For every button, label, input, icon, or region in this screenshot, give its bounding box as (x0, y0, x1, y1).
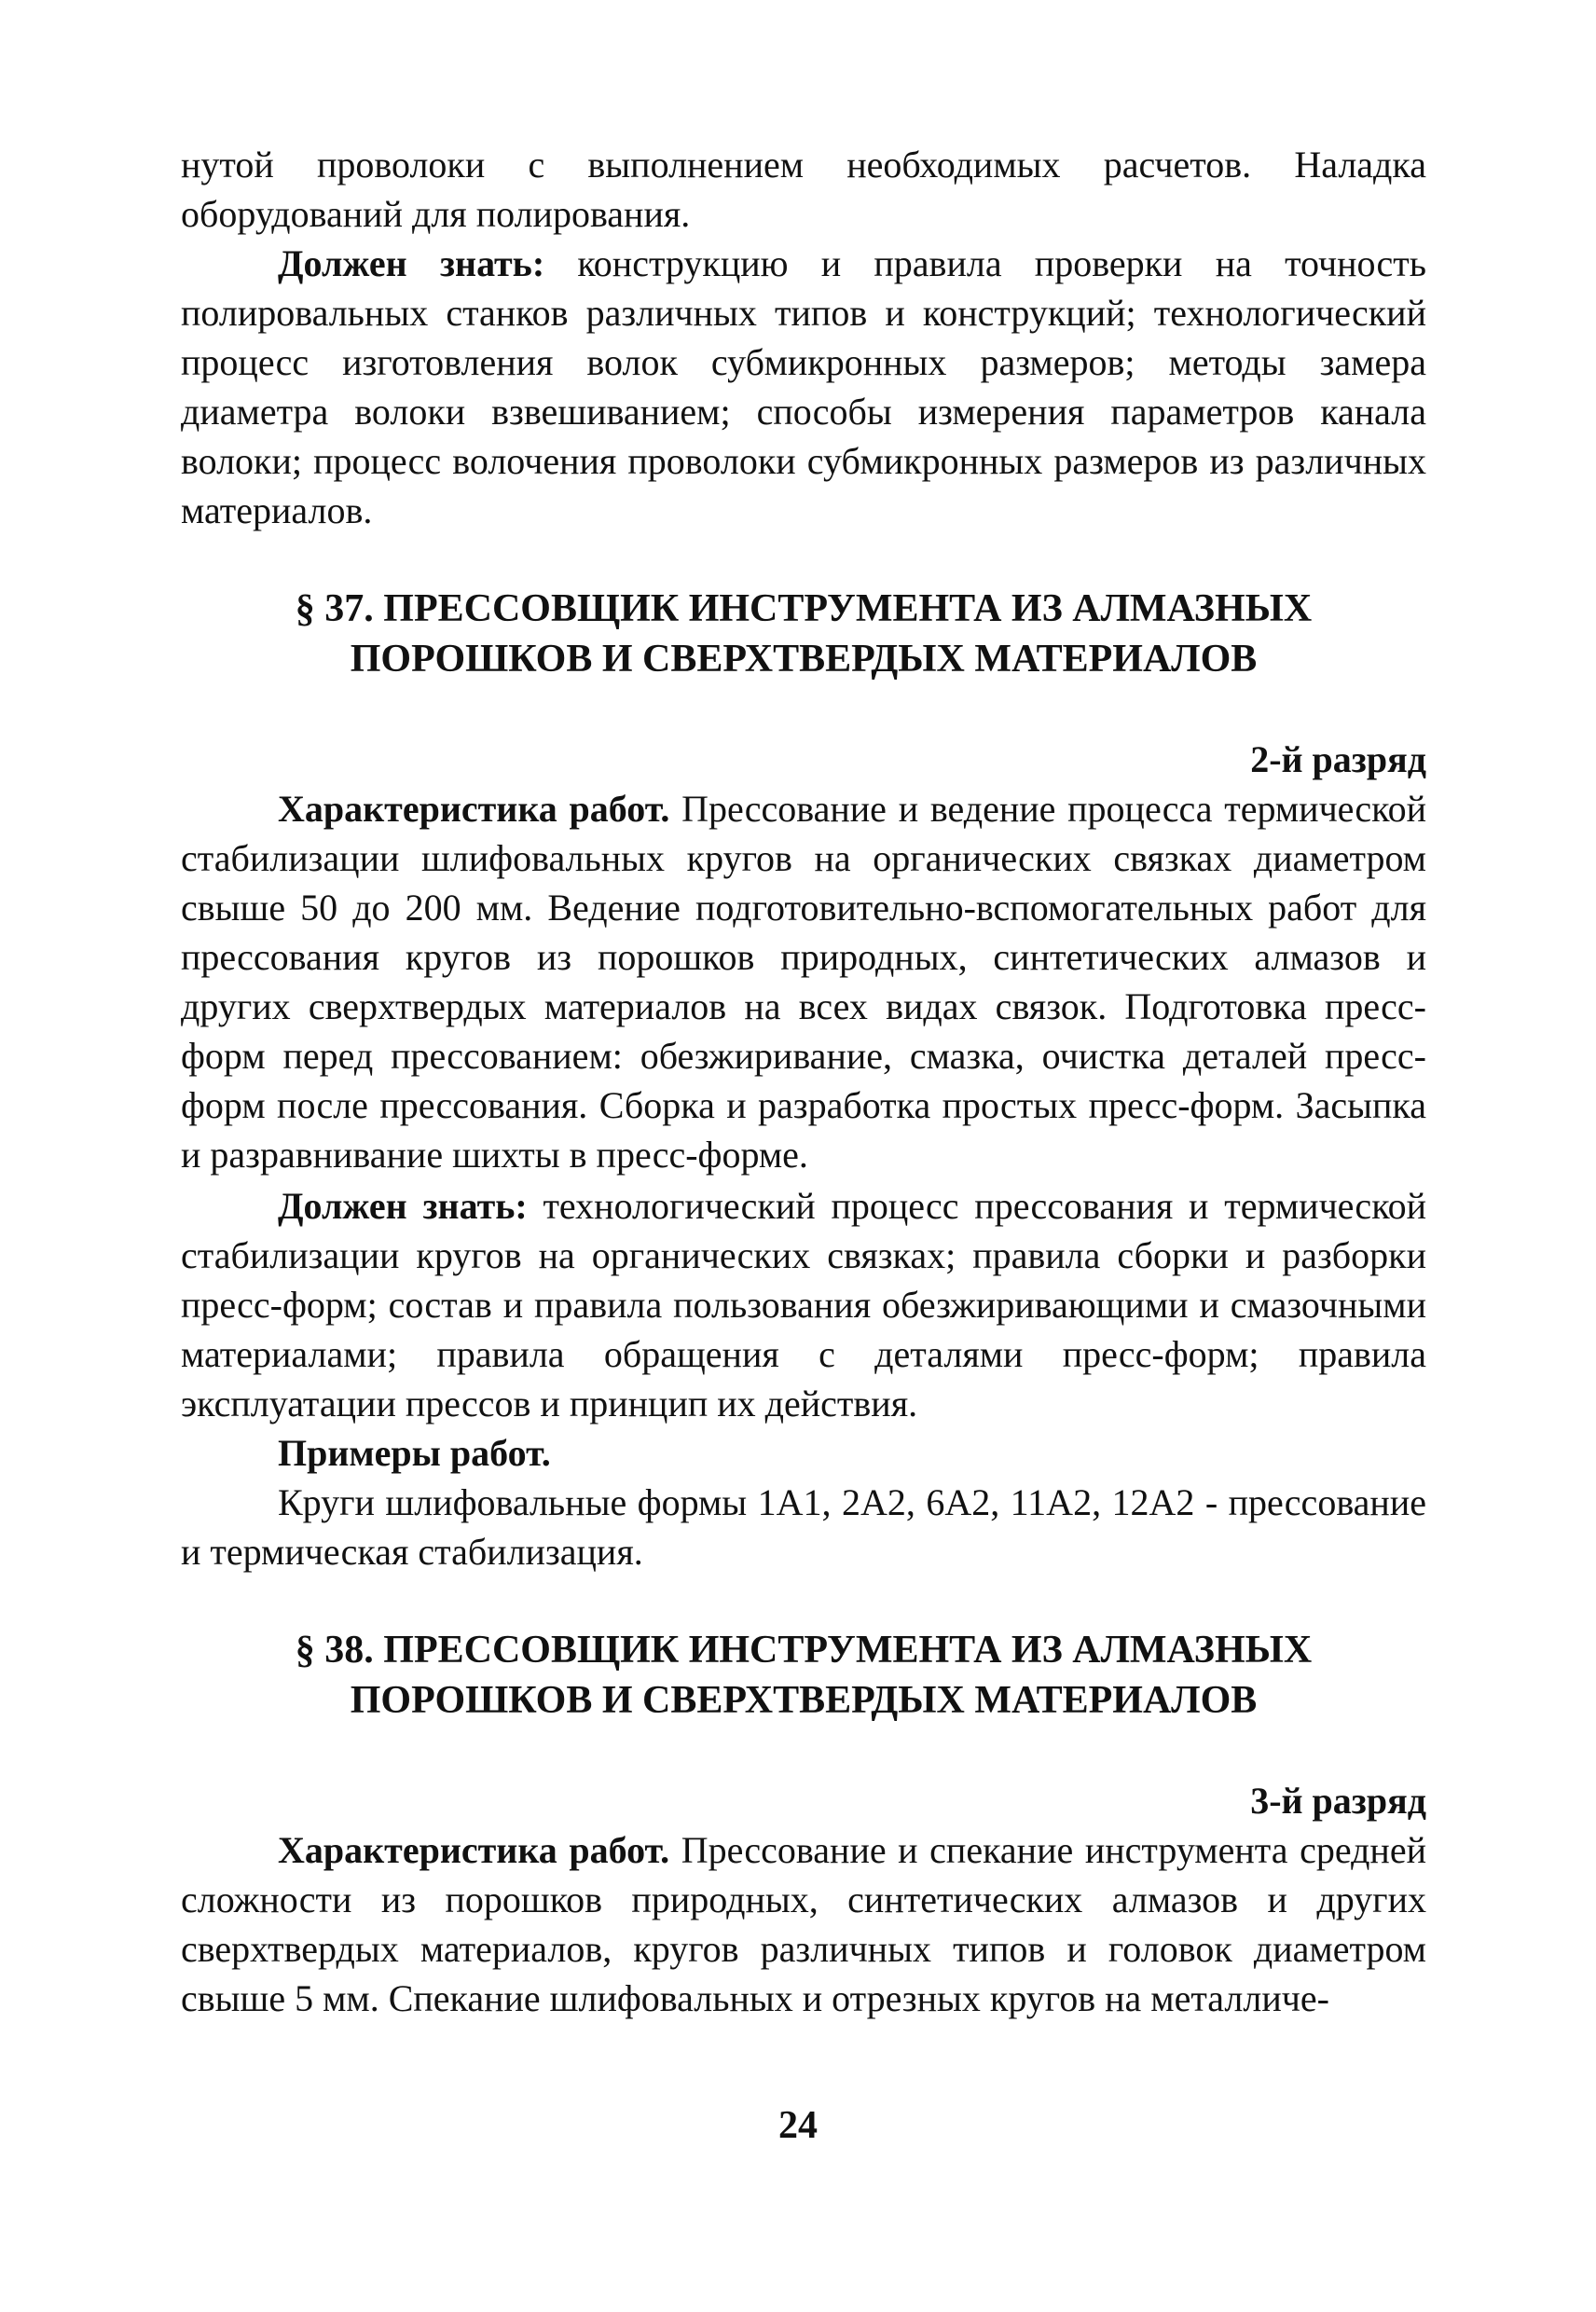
continuation-text: нутой проволоки с выполнением необходимых расчетов. Наладка оборудований для полирования. (181, 144, 1426, 235)
section-37 (181, 584, 1426, 1576)
characteristics-lead: Характеристика работ. (278, 788, 670, 830)
characteristics-text: Прессование и спекание инструмента средней сложности из порошков природных, синтетических алмазов и других сверхтвердых материалов, кругов различных типов и головок диаметром свыше 5 мм. Спекание шлифовальных и отрезных кругов на металличе- (181, 1829, 1426, 2019)
examples-lead: Примеры работ. (278, 1432, 551, 1474)
knowledge-lead: Должен знать: (278, 1185, 528, 1227)
continuation-knowledge-paragraph (181, 239, 1426, 535)
knowledge-text: технологический процесс прессования и термической стабилизации кругов на органических связках; правила сборки и разборки пресс-форм; состав и правила пользования обезжиривающими и смазочными материалами; правила обращения с деталями пресс-форм; правила эксплуатации прессов и принцип их действия. (181, 1185, 1426, 1424)
section-37-characteristics (181, 784, 1426, 1179)
characteristics-text: Прессование и ведение процесса термической стабилизации шлифовальных кругов на органических связках диаметром свыше 50 до 200 мм. Ведение подготовительно-вспомогательных работ для прессования кругов из порошков природных, синтетических алмазов и других сверхтвердых материалов на всех видах связок. Подготовка пресс-форм перед прессованием: обезжиривание, смазка, очистка деталей пресс-форм после прессования. Сборка и разработка простых пресс-форм. Засыпка и разравнивание шихты в пресс-форме. (181, 788, 1426, 1176)
page-number: 24 (778, 2104, 818, 2147)
section-37-examples (181, 1478, 1426, 1576)
document-page (181, 140, 1426, 2023)
section-38-rank: 3-й разряд (1250, 1780, 1426, 1822)
section-38-heading-line-1: § 38. ПРЕССОВЩИК ИНСТРУМЕНТА ИЗ АЛМАЗНЫХ (295, 1629, 1313, 1672)
section-37-heading-line-2: ПОРОШКОВ И СВЕРХТВЕРДЫХ МАТЕРИАЛОВ (350, 638, 1258, 681)
section-38-heading-line-2: ПОРОШКОВ И СВЕРХТВЕРДЫХ МАТЕРИАЛОВ (350, 1679, 1258, 1722)
section-37-knowledge (181, 1181, 1426, 1428)
knowledge-text: конструкцию и правила проверки на точность полировальных станков различных типов и конструкций; технологический процесс изготовления волок субмикронных размеров; методы замера диаметра волоки взвешиванием; способы измерения параметров канала волоки; процесс волочения проволоки субмикронных размеров из различных материалов. (181, 242, 1426, 531)
examples-text: Круги шлифовальные формы 1А1, 2А2, 6А2, 11А2, 12А2 - прессование и термическая стабилизация. (181, 1481, 1426, 1573)
knowledge-lead: Должен знать: (278, 242, 545, 284)
section-38-characteristics (181, 1825, 1426, 2023)
characteristics-lead: Характеристика работ. (278, 1829, 670, 1871)
continuation-paragraph (181, 140, 1426, 239)
section-37-examples-heading (181, 1428, 1426, 1478)
section-37-heading-line-1: § 37. ПРЕССОВЩИК ИНСТРУМЕНТА ИЗ АЛМАЗНЫХ (295, 587, 1313, 630)
section-38 (181, 1625, 1426, 2023)
section-37-rank: 2-й разряд (1250, 738, 1426, 780)
